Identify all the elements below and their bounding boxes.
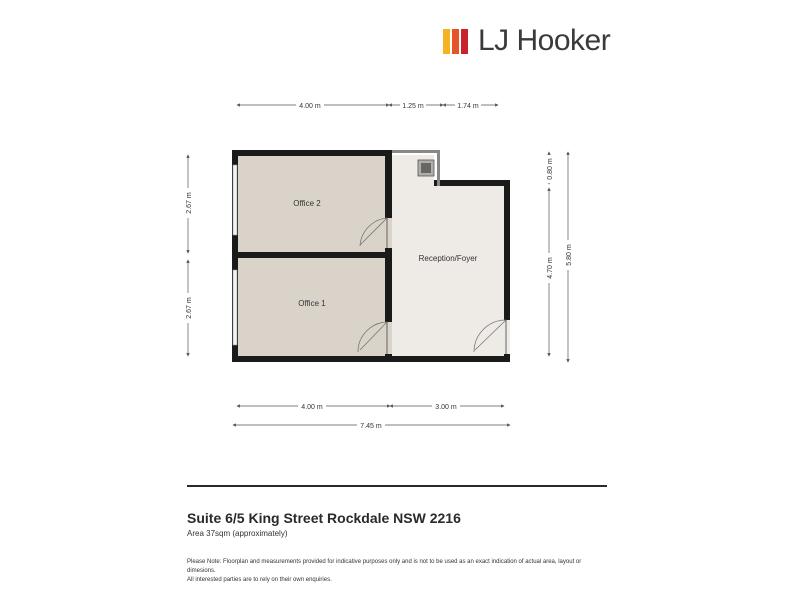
office2-door-gap: [385, 218, 392, 248]
dim-top-1: 4.00 m: [299, 103, 321, 110]
dim-right-inner-2: 4.70 m: [547, 257, 554, 279]
disclaimer-line-2: All interested parties are to rely on their own enquiries.: [187, 577, 332, 583]
dim-total-width: 7.45 m: [360, 423, 382, 430]
property-address: Suite 6/5 King Street Rockdale NSW 2216: [187, 510, 461, 526]
riser-wall: [392, 150, 440, 153]
dim-bottom-1: 4.00 m: [301, 404, 323, 411]
brand-name: LJ Hooker: [478, 24, 611, 57]
riser-wall-side: [437, 150, 440, 186]
footer-divider: [187, 485, 607, 487]
dim-right-inner-1: 0.80 m: [547, 158, 554, 180]
dim-left-2: 2.67 m: [186, 297, 193, 319]
disclaimer-line-1: Please Note: Floorplan and measurements provided for indicative purposes only and is not to be used as an exact indication of actual area, layout or dimesions.: [187, 559, 582, 574]
dim-right-outer: 5.80 m: [566, 244, 573, 266]
disclaimer: [187, 558, 607, 585]
room-label-office2: Office 2: [293, 199, 321, 208]
entry-door-gap: [504, 320, 510, 354]
dim-left-1: 2.67 m: [186, 192, 193, 214]
room-label-office1: Office 1: [298, 299, 326, 308]
office1-door-gap: [385, 322, 392, 354]
sink-icon: [418, 160, 434, 176]
dim-top-3: 1.74 m: [457, 103, 479, 110]
room-label-reception: Reception/Foyer: [418, 254, 478, 263]
dim-top-2: 1.25 m: [402, 103, 424, 110]
office1-floor: [237, 258, 387, 358]
dim-bottom-2: 3.00 m: [435, 404, 457, 411]
property-area: Area 37sqm (approximately): [187, 529, 288, 538]
